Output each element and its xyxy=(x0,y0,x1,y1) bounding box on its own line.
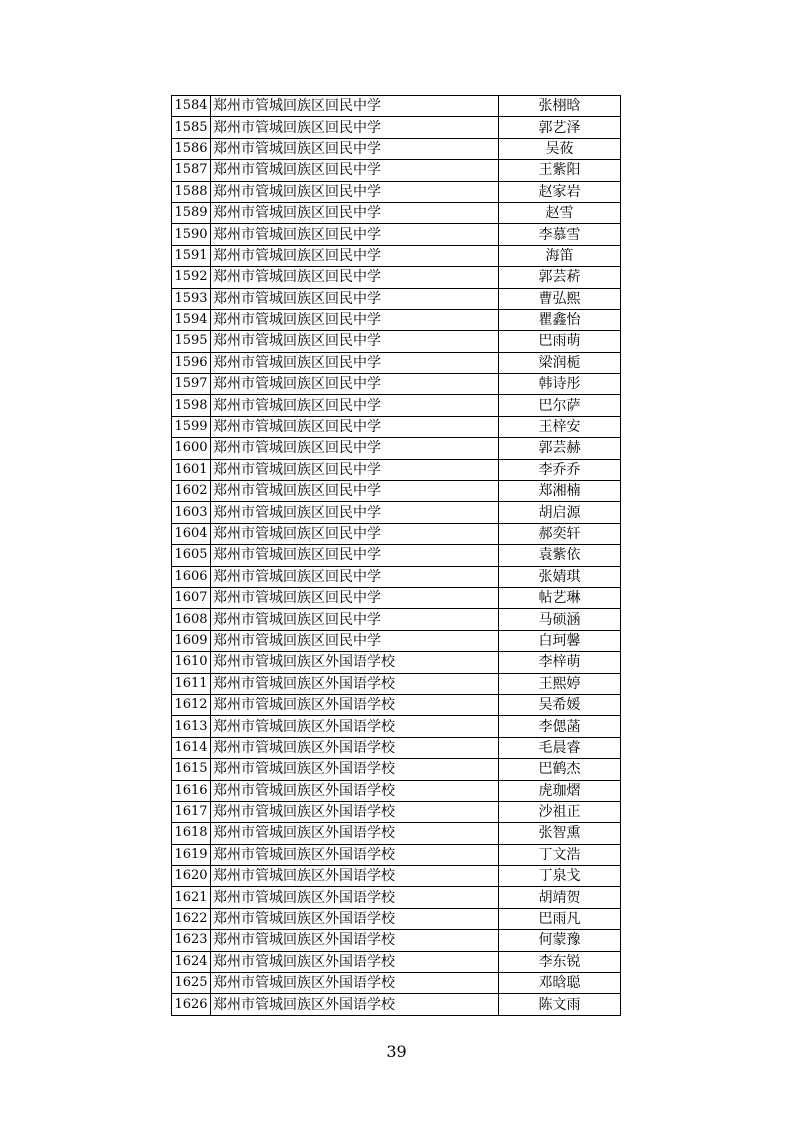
school-name-cell: 郑州市管城回族区回民中学 xyxy=(211,245,499,266)
student-name-cell: 虎珈熠 xyxy=(499,780,621,801)
school-name-cell: 郑州市管城回族区回民中学 xyxy=(211,96,499,117)
row-number-cell: 1618 xyxy=(172,823,211,844)
table-row xyxy=(172,866,621,887)
row-number-cell: 1593 xyxy=(172,288,211,309)
school-name-cell: 郑州市管城回族区回民中学 xyxy=(211,181,499,202)
school-name-cell: 郑州市管城回族区外国语学校 xyxy=(211,737,499,758)
school-name-cell: 郑州市管城回族区外国语学校 xyxy=(211,951,499,972)
school-name-cell: 郑州市管城回族区回民中学 xyxy=(211,587,499,608)
row-number-cell: 1610 xyxy=(172,652,211,673)
row-number-cell: 1608 xyxy=(172,609,211,630)
student-name-cell: 曹弘熙 xyxy=(499,288,621,309)
table-row xyxy=(172,951,621,972)
row-number-cell: 1602 xyxy=(172,481,211,502)
school-name-cell: 郑州市管城回族区回民中学 xyxy=(211,267,499,288)
school-name-cell: 郑州市管城回族区回民中学 xyxy=(211,331,499,352)
table-row xyxy=(172,288,621,309)
table-row xyxy=(172,759,621,780)
row-number-cell: 1607 xyxy=(172,587,211,608)
row-number-cell: 1626 xyxy=(172,994,211,1015)
table-row xyxy=(172,481,621,502)
table-row xyxy=(172,823,621,844)
student-name-cell: 李梓萌 xyxy=(499,652,621,673)
table-row xyxy=(172,224,621,245)
table-row xyxy=(172,652,621,673)
student-name-cell: 胡靖贺 xyxy=(499,887,621,908)
roster-body xyxy=(172,96,621,1016)
school-name-cell: 郑州市管城回族区回民中学 xyxy=(211,309,499,330)
row-number-cell: 1605 xyxy=(172,545,211,566)
row-number-cell: 1596 xyxy=(172,352,211,373)
table-row xyxy=(172,716,621,737)
student-name-cell: 袁紫依 xyxy=(499,545,621,566)
school-name-cell: 郑州市管城回族区回民中学 xyxy=(211,438,499,459)
row-number-cell: 1599 xyxy=(172,416,211,437)
table-row xyxy=(172,930,621,951)
row-number-cell: 1613 xyxy=(172,716,211,737)
student-name-cell: 李偲菡 xyxy=(499,716,621,737)
school-name-cell: 郑州市管城回族区外国语学校 xyxy=(211,994,499,1015)
student-name-cell: 韩诗彤 xyxy=(499,374,621,395)
student-name-cell: 帖艺琳 xyxy=(499,587,621,608)
table-row xyxy=(172,502,621,523)
school-name-cell: 郑州市管城回族区外国语学校 xyxy=(211,694,499,715)
school-name-cell: 郑州市管城回族区外国语学校 xyxy=(211,823,499,844)
table-row xyxy=(172,160,621,181)
row-number-cell: 1589 xyxy=(172,202,211,223)
row-number-cell: 1614 xyxy=(172,737,211,758)
table-row xyxy=(172,117,621,138)
row-number-cell: 1584 xyxy=(172,96,211,117)
table-row xyxy=(172,694,621,715)
student-name-cell: 王熙婷 xyxy=(499,673,621,694)
school-name-cell: 郑州市管城回族区外国语学校 xyxy=(211,887,499,908)
table-row xyxy=(172,673,621,694)
row-number-cell: 1623 xyxy=(172,930,211,951)
student-name-cell: 吴莜 xyxy=(499,138,621,159)
table-row xyxy=(172,737,621,758)
row-number-cell: 1620 xyxy=(172,866,211,887)
student-name-cell: 海笛 xyxy=(499,245,621,266)
table-row xyxy=(172,780,621,801)
student-name-cell: 何蒙豫 xyxy=(499,930,621,951)
row-number-cell: 1612 xyxy=(172,694,211,715)
school-name-cell: 郑州市管城回族区外国语学校 xyxy=(211,801,499,822)
student-name-cell: 陈文雨 xyxy=(499,994,621,1015)
table-row xyxy=(172,973,621,994)
student-name-cell: 李东锐 xyxy=(499,951,621,972)
school-name-cell: 郑州市管城回族区外国语学校 xyxy=(211,908,499,929)
row-number-cell: 1597 xyxy=(172,374,211,395)
school-name-cell: 郑州市管城回族区回民中学 xyxy=(211,416,499,437)
school-name-cell: 郑州市管城回族区外国语学校 xyxy=(211,930,499,951)
table-row xyxy=(172,523,621,544)
student-name-cell: 梁润栀 xyxy=(499,352,621,373)
table-row xyxy=(172,545,621,566)
row-number-cell: 1598 xyxy=(172,395,211,416)
student-name-cell: 沙祖正 xyxy=(499,801,621,822)
school-name-cell: 郑州市管城回族区回民中学 xyxy=(211,224,499,245)
row-number-cell: 1601 xyxy=(172,459,211,480)
row-number-cell: 1625 xyxy=(172,973,211,994)
table-row xyxy=(172,245,621,266)
student-name-cell: 郝奕轩 xyxy=(499,523,621,544)
table-row xyxy=(172,908,621,929)
row-number-cell: 1616 xyxy=(172,780,211,801)
student-name-cell: 张智熏 xyxy=(499,823,621,844)
school-name-cell: 郑州市管城回族区回民中学 xyxy=(211,160,499,181)
student-name-cell: 赵家岩 xyxy=(499,181,621,202)
student-name-cell: 白珂馨 xyxy=(499,630,621,651)
student-name-cell: 赵雪 xyxy=(499,202,621,223)
school-name-cell: 郑州市管城回族区回民中学 xyxy=(211,395,499,416)
table-row xyxy=(172,609,621,630)
student-name-cell: 王梓安 xyxy=(499,416,621,437)
student-name-cell: 瞿鑫怡 xyxy=(499,309,621,330)
school-name-cell: 郑州市管城回族区回民中学 xyxy=(211,374,499,395)
row-number-cell: 1603 xyxy=(172,502,211,523)
table-row xyxy=(172,138,621,159)
row-number-cell: 1588 xyxy=(172,181,211,202)
school-name-cell: 郑州市管城回族区回民中学 xyxy=(211,545,499,566)
school-name-cell: 郑州市管城回族区外国语学校 xyxy=(211,973,499,994)
table-row xyxy=(172,96,621,117)
student-name-cell: 张婧琪 xyxy=(499,566,621,587)
student-name-cell: 吴希媛 xyxy=(499,694,621,715)
table-row xyxy=(172,202,621,223)
row-number-cell: 1594 xyxy=(172,309,211,330)
student-name-cell: 郑湘楠 xyxy=(499,481,621,502)
table-row xyxy=(172,352,621,373)
student-name-cell: 巴鹤杰 xyxy=(499,759,621,780)
row-number-cell: 1600 xyxy=(172,438,211,459)
table-row xyxy=(172,438,621,459)
row-number-cell: 1586 xyxy=(172,138,211,159)
school-name-cell: 郑州市管城回族区回民中学 xyxy=(211,609,499,630)
student-name-cell: 丁泉戈 xyxy=(499,866,621,887)
table-row xyxy=(172,459,621,480)
school-name-cell: 郑州市管城回族区回民中学 xyxy=(211,630,499,651)
student-name-cell: 李乔乔 xyxy=(499,459,621,480)
school-name-cell: 郑州市管城回族区外国语学校 xyxy=(211,780,499,801)
student-name-cell: 毛晨睿 xyxy=(499,737,621,758)
student-name-cell: 巴尔萨 xyxy=(499,395,621,416)
student-name-cell: 李慕雪 xyxy=(499,224,621,245)
row-number-cell: 1592 xyxy=(172,267,211,288)
table-row xyxy=(172,181,621,202)
row-number-cell: 1606 xyxy=(172,566,211,587)
school-name-cell: 郑州市管城回族区外国语学校 xyxy=(211,759,499,780)
table-row xyxy=(172,887,621,908)
table-row xyxy=(172,994,621,1015)
school-name-cell: 郑州市管城回族区外国语学校 xyxy=(211,866,499,887)
page-number: 39 xyxy=(386,1042,407,1061)
student-name-cell: 胡启源 xyxy=(499,502,621,523)
student-name-cell: 张栩晗 xyxy=(499,96,621,117)
row-number-cell: 1615 xyxy=(172,759,211,780)
row-number-cell: 1617 xyxy=(172,801,211,822)
table-row xyxy=(172,566,621,587)
student-name-cell: 丁文浩 xyxy=(499,844,621,865)
table-row xyxy=(172,844,621,865)
school-name-cell: 郑州市管城回族区回民中学 xyxy=(211,202,499,223)
table-row xyxy=(172,630,621,651)
row-number-cell: 1591 xyxy=(172,245,211,266)
row-number-cell: 1604 xyxy=(172,523,211,544)
school-name-cell: 郑州市管城回族区回民中学 xyxy=(211,481,499,502)
table-row xyxy=(172,416,621,437)
student-name-cell: 巴雨凡 xyxy=(499,908,621,929)
school-name-cell: 郑州市管城回族区回民中学 xyxy=(211,288,499,309)
row-number-cell: 1587 xyxy=(172,160,211,181)
school-name-cell: 郑州市管城回族区回民中学 xyxy=(211,502,499,523)
table-row xyxy=(172,267,621,288)
row-number-cell: 1622 xyxy=(172,908,211,929)
student-name-cell: 马硕涵 xyxy=(499,609,621,630)
student-name-cell: 郭艺泽 xyxy=(499,117,621,138)
table-row xyxy=(172,395,621,416)
row-number-cell: 1619 xyxy=(172,844,211,865)
student-roster-table xyxy=(171,95,621,1016)
student-name-cell: 郭芸赫 xyxy=(499,438,621,459)
row-number-cell: 1624 xyxy=(172,951,211,972)
table-row xyxy=(172,331,621,352)
row-number-cell: 1611 xyxy=(172,673,211,694)
table-row xyxy=(172,587,621,608)
student-name-cell: 巴雨萌 xyxy=(499,331,621,352)
table-row xyxy=(172,309,621,330)
school-name-cell: 郑州市管城回族区回民中学 xyxy=(211,566,499,587)
student-name-cell: 郭芸菥 xyxy=(499,267,621,288)
school-name-cell: 郑州市管城回族区回民中学 xyxy=(211,138,499,159)
school-name-cell: 郑州市管城回族区外国语学校 xyxy=(211,673,499,694)
row-number-cell: 1595 xyxy=(172,331,211,352)
row-number-cell: 1621 xyxy=(172,887,211,908)
school-name-cell: 郑州市管城回族区外国语学校 xyxy=(211,716,499,737)
school-name-cell: 郑州市管城回族区外国语学校 xyxy=(211,844,499,865)
school-name-cell: 郑州市管城回族区回民中学 xyxy=(211,117,499,138)
student-name-cell: 王紫阳 xyxy=(499,160,621,181)
student-name-cell: 邓晗聪 xyxy=(499,973,621,994)
school-name-cell: 郑州市管城回族区回民中学 xyxy=(211,523,499,544)
school-name-cell: 郑州市管城回族区外国语学校 xyxy=(211,652,499,673)
school-name-cell: 郑州市管城回族区回民中学 xyxy=(211,459,499,480)
row-number-cell: 1585 xyxy=(172,117,211,138)
row-number-cell: 1590 xyxy=(172,224,211,245)
table-row xyxy=(172,801,621,822)
row-number-cell: 1609 xyxy=(172,630,211,651)
school-name-cell: 郑州市管城回族区回民中学 xyxy=(211,352,499,373)
table-row xyxy=(172,374,621,395)
